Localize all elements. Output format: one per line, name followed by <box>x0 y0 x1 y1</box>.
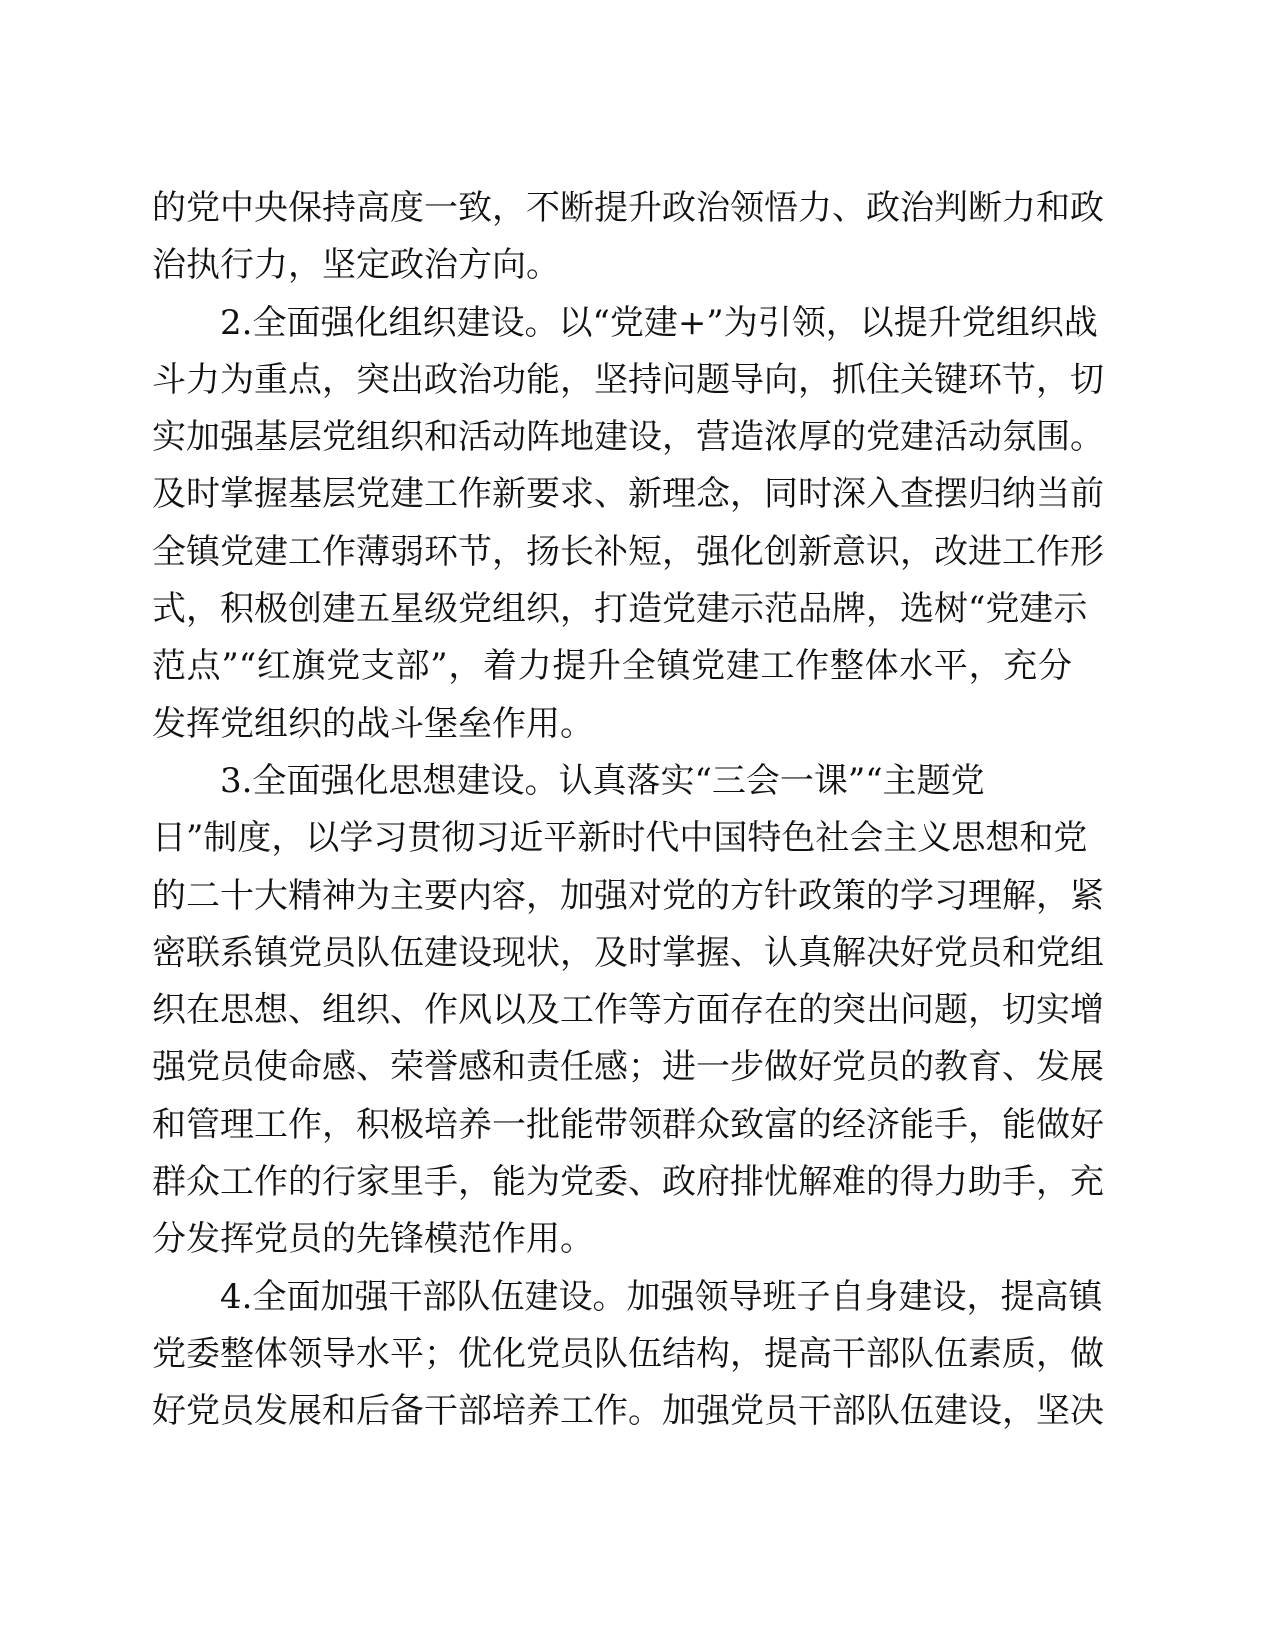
text-line: 的二十大精神为主要内容，加强对党的方针政策的学习理解，紧 <box>152 875 1104 916</box>
text-line: 实加强基层党组织和活动阵地建设，营造浓厚的党建活动氛围。 <box>152 417 1104 458</box>
text-line: 发挥党组织的战斗堡垒作用。 <box>152 703 594 744</box>
text-line: 好党员发展和后备干部培养工作。加强党员干部队伍建设，坚决 <box>152 1391 1104 1432</box>
text-line: 治执行力，坚定政治方向。 <box>152 245 560 286</box>
text-line: 及时掌握基层党建工作新要求、新理念，同时深入查摆归纳当前 <box>152 474 1104 515</box>
text-line: 式，积极创建五星级党组织，打造党建示范品牌，选树“党建示 <box>152 589 1088 630</box>
text-line: 全镇党建工作薄弱环节，扬长补短，强化创新意识，改进工作形 <box>152 531 1104 572</box>
text-line: 2.全面强化组织建设。以“党建+”为引领，以提升党组织战 <box>220 302 1098 343</box>
text-line: 3.全面强化思想建设。认真落实“三会一课”“主题党 <box>220 760 985 801</box>
text-line: 和管理工作，积极培养一批能带领群众致富的经济能手，能做好 <box>152 1104 1104 1145</box>
text-line: 强党员使命感、荣誉感和责任感；进一步做好党员的教育、发展 <box>152 1047 1104 1088</box>
text-line: 范点”“红旗党支部”，着力提升全镇党建工作整体水平，充分 <box>152 646 1072 687</box>
text-line: 党委整体领导水平；优化党员队伍结构，提高干部队伍素质，做 <box>152 1333 1104 1374</box>
text-line: 日”制度，以学习贯彻习近平新时代中国特色社会主义思想和党 <box>152 818 1088 859</box>
text-line: 4.全面加强干部队伍建设。加强领导班子自身建设，提高镇 <box>220 1276 1103 1317</box>
text-line: 密联系镇党员队伍建设现状，及时掌握、认真解决好党员和党组 <box>152 932 1104 973</box>
body-text <box>152 180 1104 1441</box>
text-line: 群众工作的行家里手，能为党委、政府排忧解难的得力助手，充 <box>152 1162 1104 1203</box>
text-line: 斗力为重点，突出政治功能，坚持问题导向，抓住关键环节，切 <box>152 359 1104 400</box>
text-line: 分发挥党员的先锋模范作用。 <box>152 1219 594 1260</box>
text-line: 织在思想、组织、作风以及工作等方面存在的突出问题，切实增 <box>152 990 1104 1031</box>
text-line: 的党中央保持高度一致，不断提升政治领悟力、政治判断力和政 <box>152 188 1104 228</box>
